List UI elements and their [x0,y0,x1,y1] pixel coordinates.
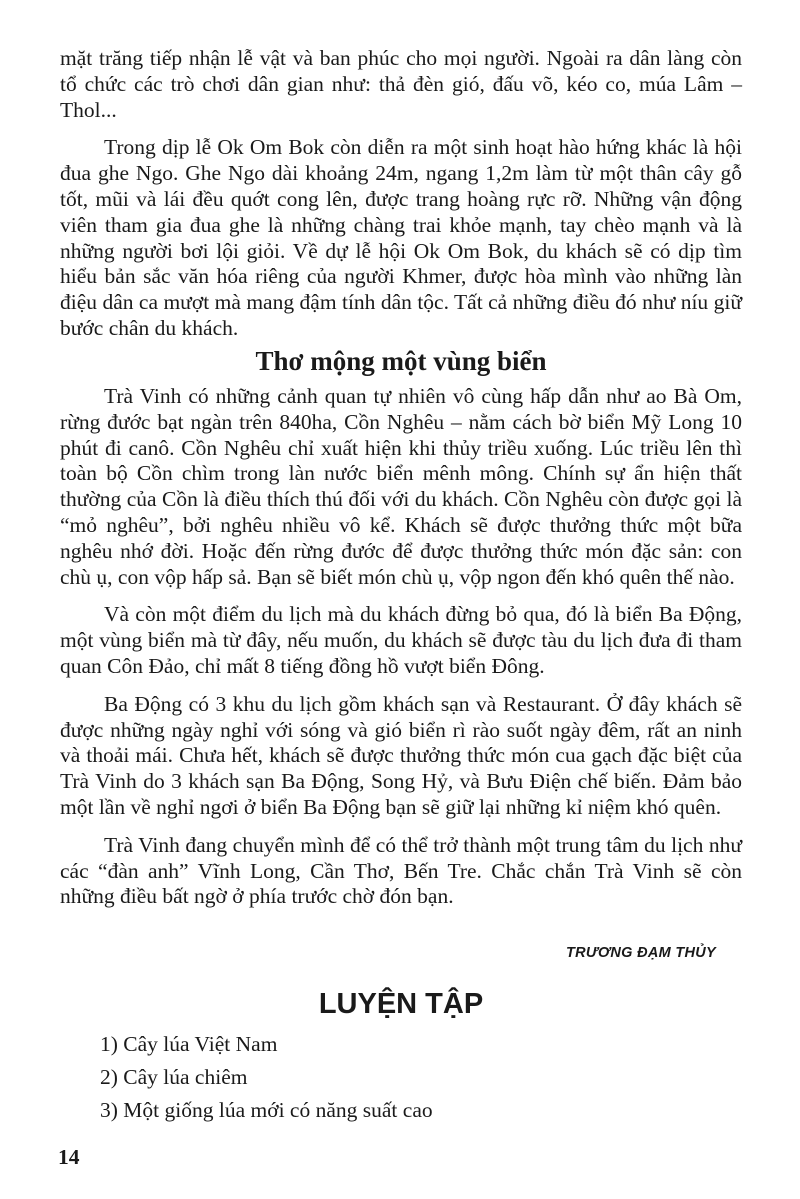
section-paragraph-1: Trà Vinh có những cảnh quan tự nhiên vô cùng hấp dẫn như ao Bà Om, rừng đước bạt ngàn trên 840ha, Cồn Nghêu – nằm cách bờ biển Mỹ Long 10 phút đi canô. Cồn Nghêu chỉ xuất hiện khi thủy triều xuống. Lúc triều lên thì toàn bộ Cồn chìm trong làn nước biển mênh mông. Chính sự ẩn hiện thất thường của Cồn là điều thích thú đối với du khách. Cồn Nghêu còn được gọi là “mỏ nghêu”, bởi nghêu nhiều vô kể. Khách sẽ được thưởng thức một bữa nghêu nhớ đời. Hoặc đến rừng đước để được thưởng thức món đặc sản: con chù ụ, con vộp hấp sả. Bạn sẽ biết món chù ụ, vộp ngon đến khó quên thế nào. [60,384,742,589]
exercise-list [100,1032,433,1130]
section-heading: Thơ mộng một vùng biển [255,346,547,376]
section-text [60,384,742,922]
page-number: 14 [58,1145,80,1169]
exercise-item-3: 3) Một giống lúa mới có năng suất cao [100,1097,433,1122]
exercise-item-1: 1) Cây lúa Việt Nam [100,1032,278,1056]
author-name: TRƯƠNG ĐẠM THỦY [566,945,716,961]
section-paragraph-2: Và còn một điểm du lịch mà du khách đừng bỏ qua, đó là biển Ba Động, một vùng biển mà từ đây, nếu muốn, du khách sẽ được tàu du lịch đưa đi tham quan Côn Đảo, chỉ mất 8 tiếng đồng hồ vượt biển Đông. [60,602,742,678]
intro-text [60,46,742,354]
section-paragraph-3: Ba Động có 3 khu du lịch gồm khách sạn và Restaurant. Ở đây khách sẽ được những ngày nghỉ với sóng và gió biển rì rào suốt ngày đêm, rất an ninh và thoải mái. Chưa hết, khách sẽ được thưởng thức món cua gạch đặc biệt của Trà Vinh do 3 khách sạn Ba Động, Song Hỷ, và Bưu Điện chế biến. Đảm bảo một lần về nghỉ ngơi ở biển Ba Động bạn sẽ giữ lại những kỉ niệm khó quên. [60,691,742,819]
intro-paragraph-2: Trong dịp lễ Ok Om Bok còn diễn ra một sinh hoạt hào hứng khác là hội đua ghe Ngo. Ghe Ngo dài khoảng 24m, ngang 1,2m làm từ một thân cây gỗ tốt, mũi và lái đều quớt cong lên, được trang hoàng rực rỡ. Những vận động viên tham gia đua ghe là những chàng trai khỏe mạnh, tay chèo mạnh và là những người bơi lội giỏi. Về dự lễ hội Ok Om Bok, du khách sẽ có dịp tìm hiểu bản sắc văn hóa riêng của người Khmer, được hòa mình vào những làn điệu dân ca mượt mà mang đậm tính dân tộc. Tất cả những điều đó như níu giữ bước chân du khách. [60,135,742,340]
practice-heading: LUYỆN TẬP [318,988,484,1020]
section-paragraph-4: Trà Vinh đang chuyển mình để có thể trở thành một trung tâm du lịch như các “đàn anh” Vĩnh Long, Cần Thơ, Bến Tre. Chắc chắn Trà Vinh sẽ còn những điều bất ngờ ở phía trước chờ đón bạn. [60,832,742,909]
intro-paragraph-1: mặt trăng tiếp nhận lễ vật và ban phúc cho mọi người. Ngoài ra dân làng còn tổ chức các trò chơi dân gian như: thả đèn gió, đấu võ, kéo co, múa Lâm – Thol... [60,46,742,122]
exercise-item-2: 2) Cây lúa chiêm [100,1064,248,1089]
